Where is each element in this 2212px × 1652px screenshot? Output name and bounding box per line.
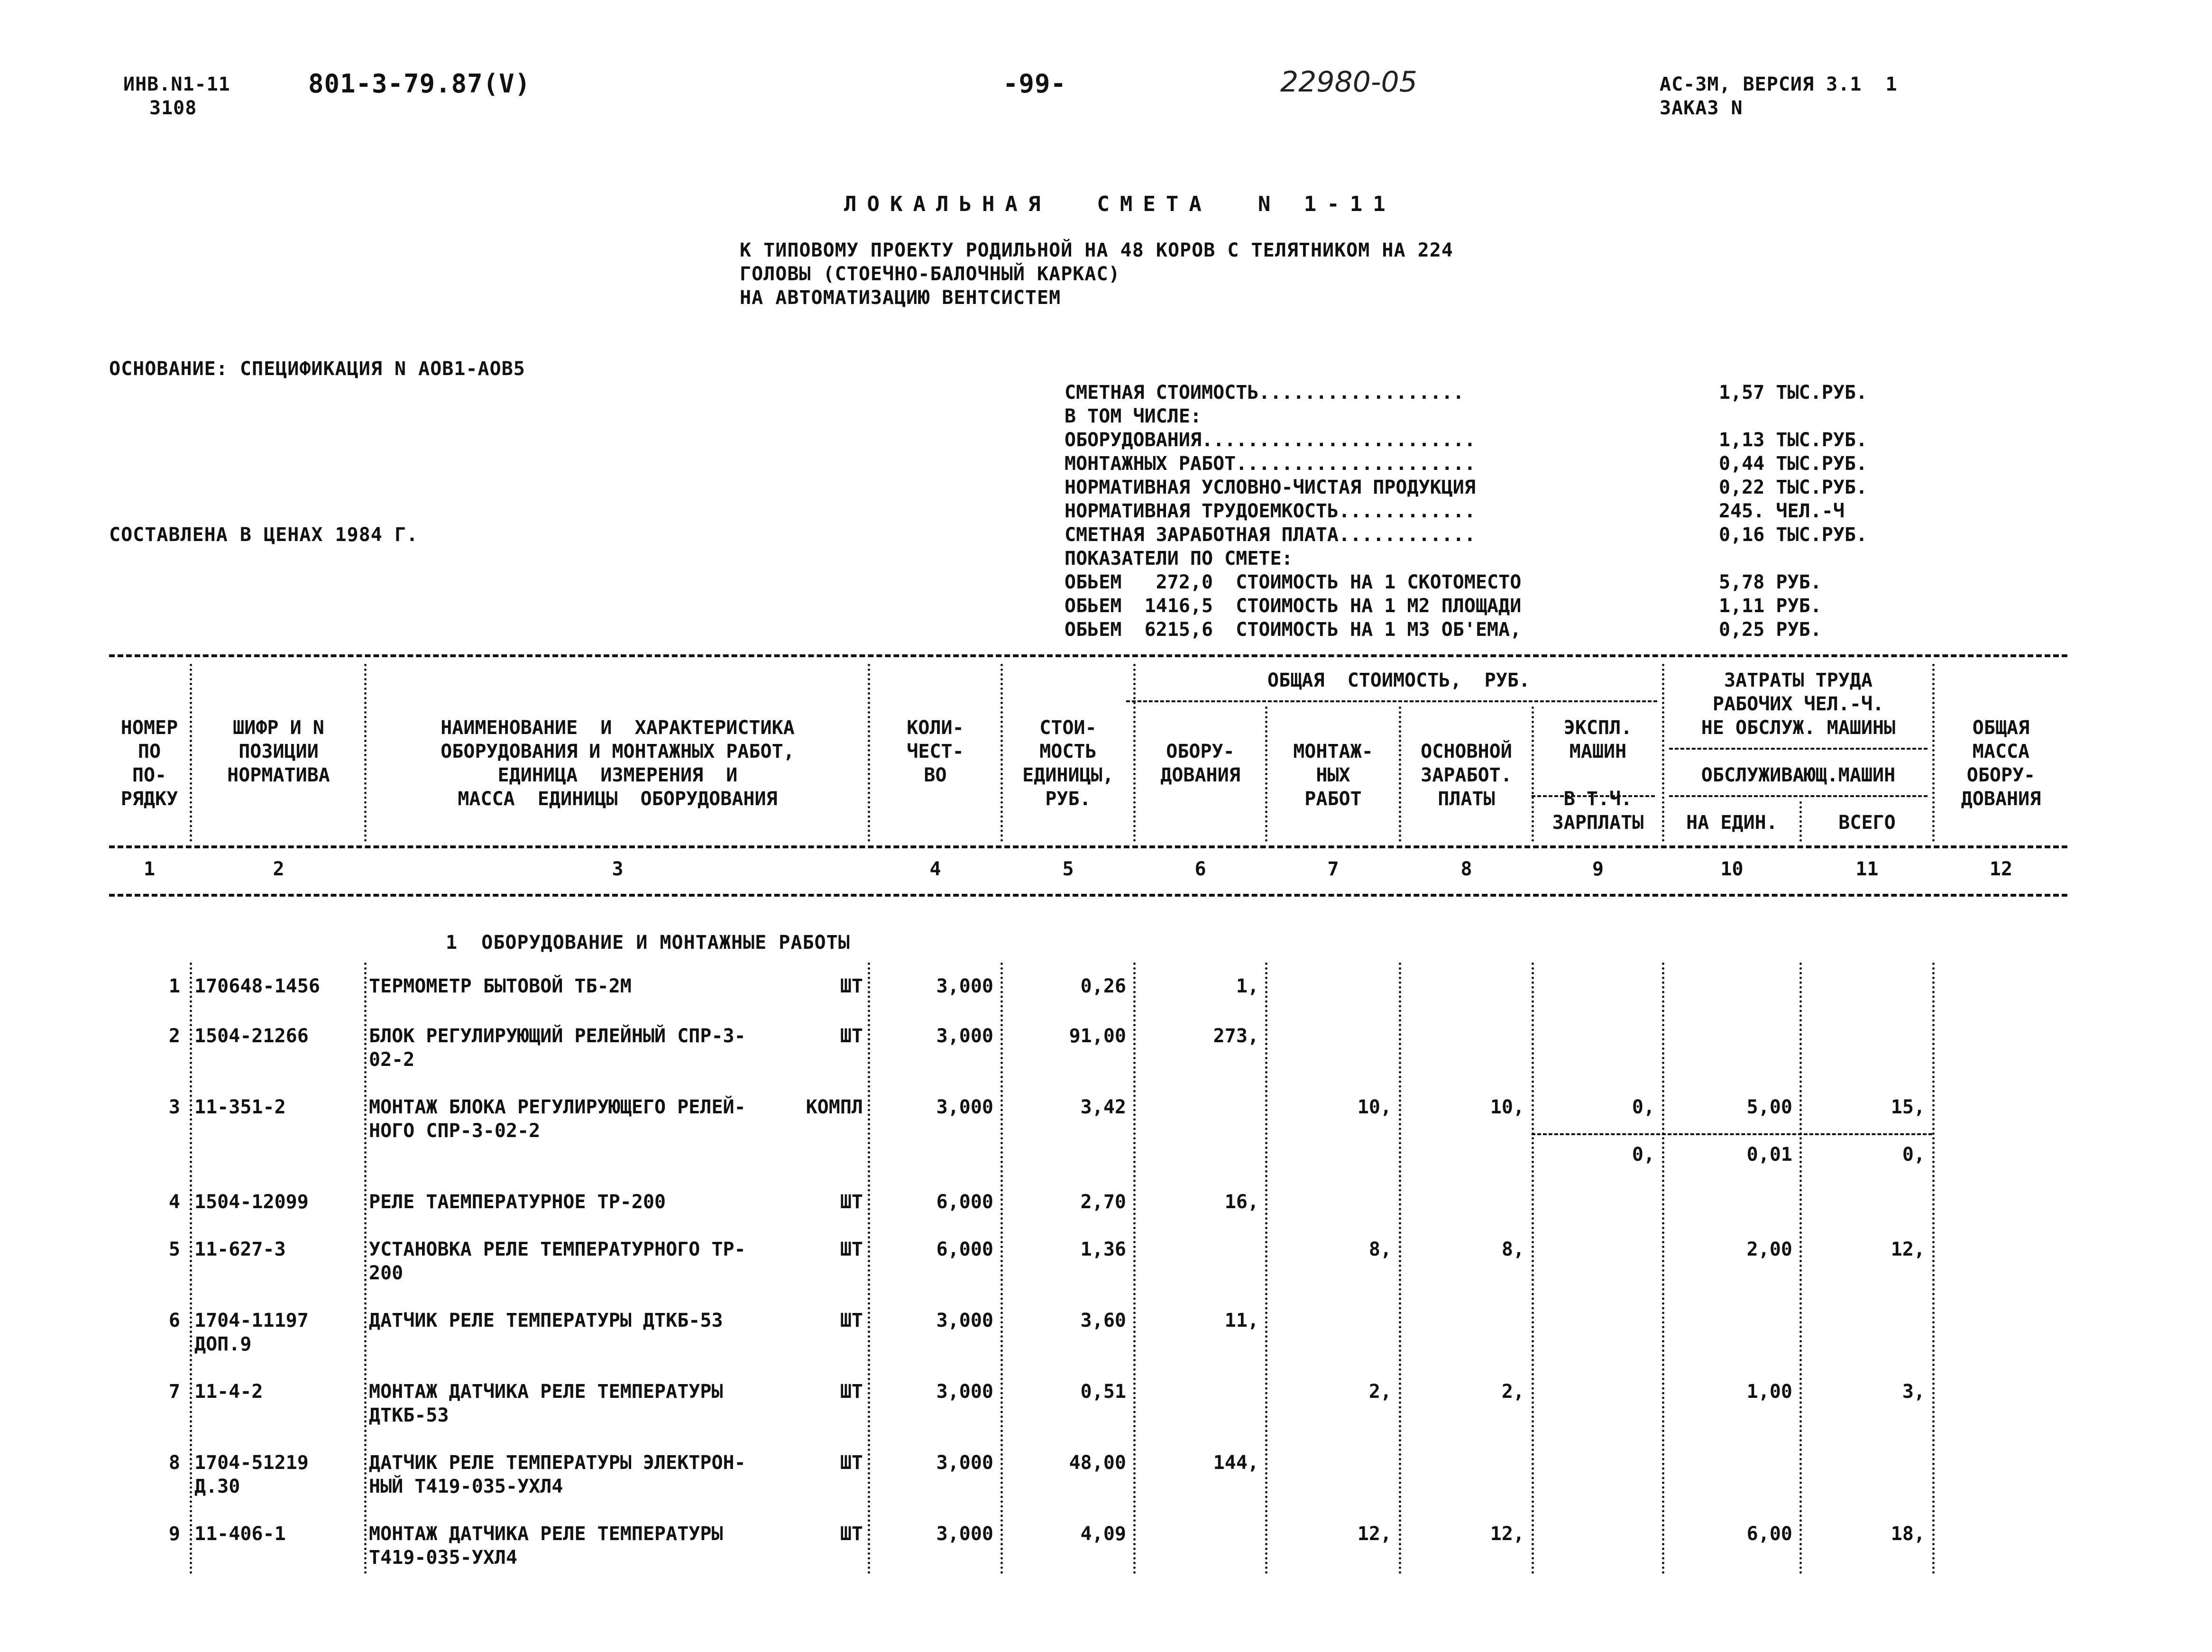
- cell-total2: 0,: [1902, 1144, 1925, 1166]
- col-number: 10: [1720, 858, 1744, 880]
- cell-unit: ШТ: [840, 1239, 863, 1260]
- cell-equip: 16,: [1224, 1191, 1259, 1213]
- col-number: 12: [1989, 858, 2013, 880]
- cell-n: 1: [168, 975, 180, 997]
- cell-qty: 3,000: [936, 1452, 993, 1474]
- cell-code: 1704-11197: [194, 1310, 309, 1331]
- cell-price: 3,42: [1080, 1096, 1126, 1118]
- basis-text: ОСНОВАНИЕ: СПЕЦИФИКАЦИЯ N АОВ1-АОВ5: [109, 358, 525, 380]
- cell-name: БЛОК РЕГУЛИРУЮЩИЙ РЕЛЕЙНЫЙ СПР-3-: [369, 1025, 746, 1047]
- cell-equip: 11,: [1224, 1310, 1259, 1331]
- cell-equip: 273,: [1213, 1025, 1259, 1047]
- cell-equip: 144,: [1213, 1452, 1259, 1474]
- col-number: 11: [1855, 858, 1879, 880]
- cell-n: 6: [168, 1310, 180, 1331]
- col-header-total: ВСЕГО: [1838, 812, 1896, 834]
- system-version: АС-3М, ВЕРСИЯ 3.1 1: [1660, 73, 1898, 95]
- cell-price: 0,26: [1080, 975, 1126, 997]
- col-header-code: ШИФР И N ПОЗИЦИИ НОРМАТИВА: [227, 717, 330, 786]
- cell-unit: ШТ: [840, 1310, 863, 1331]
- cell-name: МОНТАЖ БЛОКА РЕГУЛИРУЮЩЕГО РЕЛЕЙ-: [369, 1096, 746, 1118]
- summary-value: 1,57 ТЫС.РУБ.: [1719, 382, 1868, 404]
- cell-qty: 6,000: [936, 1239, 993, 1260]
- col-header-number: НОМЕР ПО ПО- РЯДКУ: [120, 717, 178, 810]
- cell-per: 2,00: [1746, 1239, 1792, 1260]
- summary-label: ОБЬЕМ 6215,6 СТОИМОСТЬ НА 1 М3 ОБ'ЕМА,: [1065, 619, 1522, 641]
- cell-mount: 2,: [1368, 1381, 1392, 1403]
- page-title: ЛОКАЛЬНАЯ СМЕТА N 1-11: [844, 192, 1396, 216]
- cell-wage: 8,: [1501, 1239, 1524, 1260]
- prices-year: СОСТАВЛЕНА В ЦЕНАХ 1984 Г.: [109, 524, 419, 546]
- summary-value: 1,13 ТЫС.РУБ.: [1719, 429, 1868, 451]
- cell-code: 1704-51219: [194, 1452, 309, 1474]
- col-number: 6: [1194, 858, 1206, 880]
- summary-label: ОБЬЕМ 1416,5 СТОИМОСТЬ НА 1 М2 ПЛОЩАДИ: [1065, 595, 1522, 617]
- col-separator: [1799, 963, 1802, 1574]
- page-number: -99-: [1003, 69, 1067, 99]
- cell-unit: ШТ: [840, 1025, 863, 1047]
- cell-name: ДАТЧИК РЕЛЕ ТЕМПЕРАТУРЫ ДТКБ-53: [369, 1310, 723, 1331]
- cell-n: 8: [168, 1452, 180, 1474]
- cell-code: 1504-21266: [194, 1025, 309, 1047]
- summary-label: ОБЬЕМ 272,0 СТОИМОСТЬ НА 1 СКОТОМЕСТО: [1065, 571, 1522, 593]
- title-line-1: К ТИПОВОМУ ПРОЕКТУ РОДИЛЬНОЙ НА 48 КОРОВ С ТЕЛЯТНИКОМ НА 224: [740, 239, 1453, 261]
- cell-unit: ШТ: [840, 1452, 863, 1474]
- cell-n: 4: [168, 1191, 180, 1213]
- col-separator: [1133, 963, 1136, 1574]
- col-header-wage: ОСНОВНОЙ ЗАРАБОТ. ПЛАТЫ: [1421, 741, 1512, 810]
- cell-code: 11-351-2: [194, 1096, 286, 1118]
- summary-label: МОНТАЖНЫХ РАБОТ.....................: [1065, 453, 1476, 475]
- cell-name2: Т419-035-УХЛ4: [369, 1547, 518, 1569]
- cell-qty: 3,000: [936, 1381, 993, 1403]
- cell-total: 15,: [1891, 1096, 1925, 1118]
- col-header-per-unit: НА ЕДИН.: [1686, 812, 1778, 834]
- section-title: 1 ОБОРУДОВАНИЕ И МОНТАЖНЫЕ РАБОТЫ: [446, 932, 850, 954]
- cell-name2: 02-2: [369, 1049, 415, 1071]
- cell-qty: 6,000: [936, 1191, 993, 1213]
- summary-label: НОРМАТИВНАЯ УСЛОВНО-ЧИСТАЯ ПРОДУКЦИЯ: [1065, 477, 1476, 498]
- cell-qty: 3,000: [936, 1310, 993, 1331]
- cell-qty: 3,000: [936, 975, 993, 997]
- col-header-unit-price: СТОИ- МОСТЬ ЕДИНИЦЫ, РУБ.: [1022, 717, 1114, 810]
- cell-name: ТЕРМОМЕТР БЫТОВОЙ ТБ-2М: [369, 975, 632, 997]
- cell-wage: 12,: [1490, 1523, 1524, 1545]
- cell-per2: 0,01: [1746, 1144, 1792, 1166]
- summary-value: 245. ЧЕЛ.-Ч: [1719, 500, 1845, 522]
- summary-value: 0,44 ТЫС.РУБ.: [1719, 453, 1868, 475]
- cost-group-rule: [1126, 700, 1657, 702]
- cell-n: 7: [168, 1381, 180, 1403]
- cell-price: 2,70: [1080, 1191, 1126, 1213]
- summary-label: НОРМАТИВНАЯ ТРУДОЕМКОСТЬ............: [1065, 500, 1476, 522]
- cell-wage: 10,: [1490, 1096, 1524, 1118]
- summary-value: 5,78 РУБ.: [1719, 571, 1822, 593]
- cell-total: 12,: [1891, 1239, 1925, 1260]
- col-separator: [1000, 963, 1003, 1574]
- summary-label: ОБОРУДОВАНИЯ........................: [1065, 429, 1476, 451]
- cell-name: РЕЛЕ ТАЕМПЕРАТУРНОЕ ТР-200: [369, 1191, 666, 1213]
- cell-name: ДАТЧИК РЕЛЕ ТЕМПЕРАТУРЫ ЭЛЕКТРОН-: [369, 1452, 746, 1474]
- col-header-mounting: МОНТАЖ- НЫХ РАБОТ: [1293, 741, 1373, 810]
- col-header-equipment: ОБОРУ- ДОВАНИЯ: [1160, 741, 1240, 786]
- summary-value: 0,16 ТЫС.РУБ.: [1719, 524, 1868, 546]
- col-number: 1: [143, 858, 156, 880]
- labor-rule-1: [1669, 748, 1927, 750]
- col-header-machines: ЭКСПЛ. МАШИН В Т.Ч. ЗАРПЛАТЫ: [1552, 717, 1644, 834]
- table-rule-top: [109, 654, 2067, 657]
- cell-n: 5: [168, 1239, 180, 1260]
- cell-name2: ДТКБ-53: [369, 1404, 449, 1426]
- inventory-number: 3108: [149, 97, 197, 119]
- cell-qty: 3,000: [936, 1096, 993, 1118]
- cell-name2: НЫЙ Т419-035-УХЛ4: [369, 1476, 563, 1497]
- col-header-name: НАИМЕНОВАНИЕ И ХАРАКТЕРИСТИКА ОБОРУДОВАНИЯ И МОНТАЖНЫХ РАБОТ, ЕДИНИЦА ИЗМЕРЕНИЯ И МАССА ЕДИНИЦЫ ОБОРУДОВАНИЯ: [441, 717, 795, 810]
- cell-code: 11-4-2: [194, 1381, 263, 1403]
- cell-per: 6,00: [1746, 1523, 1792, 1545]
- cell-qty: 3,000: [936, 1523, 993, 1545]
- cell-price: 48,00: [1069, 1452, 1126, 1474]
- cell-code: 170648-1456: [194, 975, 320, 997]
- cell-unit: ШТ: [840, 1381, 863, 1403]
- project-code: 801-3-79.87(V): [308, 69, 531, 99]
- cell-price: 1,36: [1080, 1239, 1126, 1260]
- col-separator: [1399, 963, 1401, 1574]
- cell-code: 1504-12099: [194, 1191, 309, 1213]
- cell-mach: 0,: [1632, 1096, 1655, 1118]
- cell-mach2: 0,: [1632, 1144, 1655, 1166]
- col-header-total-cost: ОБЩАЯ СТОИМОСТЬ, РУБ.: [1267, 670, 1530, 691]
- col-separator: [1265, 963, 1267, 1574]
- col-number: 2: [273, 858, 285, 880]
- summary-label: СМЕТНАЯ СТОИМОСТЬ..................: [1065, 382, 1464, 404]
- cell-name: УСТАНОВКА РЕЛЕ ТЕМПЕРАТУРНОГО ТР-: [369, 1239, 746, 1260]
- summary-value: 0,22 ТЫС.РУБ.: [1719, 477, 1868, 498]
- cell-code: 11-406-1: [194, 1523, 286, 1545]
- cell-n: 3: [168, 1096, 180, 1118]
- cell-unit: ШТ: [840, 1523, 863, 1545]
- cell-name2: НОГО СПР-3-02-2: [369, 1120, 541, 1142]
- table-rule-header-bottom: [109, 845, 2067, 848]
- order-label: ЗАКАЗ N: [1660, 97, 1743, 119]
- col-header-labor: ЗАТРАТЫ ТРУДА РАБОЧИХ ЧЕЛ.-Ч.: [1712, 670, 1884, 715]
- cell-n: 9: [168, 1523, 180, 1545]
- cell-name: МОНТАЖ ДАТЧИКА РЕЛЕ ТЕМПЕРАТУРЫ: [369, 1523, 723, 1545]
- cell-total: 3,: [1902, 1381, 1925, 1403]
- cell-mount: 12,: [1357, 1523, 1392, 1545]
- col-separator: [1932, 963, 1935, 1574]
- labor-rule-2: [1669, 795, 1927, 797]
- row-3-subrule: [1532, 1133, 1932, 1135]
- cell-n: 2: [168, 1025, 180, 1047]
- col-header-mass: ОБЩАЯ МАССА ОБОРУ- ДОВАНИЯ: [1961, 717, 2041, 810]
- summary-value: 1,11 РУБ.: [1719, 595, 1822, 617]
- col-header-qty: КОЛИ- ЧЕСТ- ВО: [907, 717, 964, 786]
- cell-per: 5,00: [1746, 1096, 1792, 1118]
- col-number: 8: [1460, 858, 1472, 880]
- col-number: 3: [612, 858, 624, 880]
- cell-per: 1,00: [1746, 1381, 1792, 1403]
- cell-price: 0,51: [1080, 1381, 1126, 1403]
- col-separator: [1662, 963, 1664, 1574]
- col-header-not-serving: НЕ ОБСЛУЖ. МАШИНЫ: [1701, 717, 1896, 739]
- cell-unit: КОМПЛ: [806, 1096, 863, 1118]
- col-number: 7: [1327, 858, 1339, 880]
- handwritten-number: 22980-05: [1280, 65, 1417, 99]
- cell-unit: ШТ: [840, 975, 863, 997]
- cell-name: МОНТАЖ ДАТЧИКА РЕЛЕ ТЕМПЕРАТУРЫ: [369, 1381, 723, 1403]
- table-rule-numbers-bottom: [109, 894, 2067, 897]
- cell-code: 11-627-3: [194, 1239, 286, 1260]
- col-number: 9: [1592, 858, 1604, 880]
- col-separator: [1532, 963, 1534, 1574]
- cell-qty: 3,000: [936, 1025, 993, 1047]
- col-separator: [868, 963, 870, 1574]
- col-number: 4: [929, 858, 941, 880]
- cell-code2: Д.30: [194, 1476, 240, 1497]
- cell-code2: ДОП.9: [194, 1333, 252, 1355]
- cell-name2: 200: [369, 1262, 404, 1284]
- col-separator: [190, 963, 192, 1574]
- cell-price: 4,09: [1080, 1523, 1126, 1545]
- cell-equip: 1,: [1236, 975, 1259, 997]
- summary-label: В ТОМ ЧИСЛЕ:: [1065, 405, 1202, 427]
- cell-wage: 2,: [1501, 1381, 1524, 1403]
- summary-label: ПОКАЗАТЕЛИ ПО СМЕТЕ:: [1065, 548, 1293, 569]
- inventory-label: ИНВ.N1-11: [123, 73, 230, 95]
- summary-value: 0,25 РУБ.: [1719, 619, 1822, 641]
- title-line-2: ГОЛОВЫ (СТОЕЧНО-БАЛОЧНЫЙ КАРКАС): [740, 263, 1120, 285]
- cell-total: 18,: [1891, 1523, 1925, 1545]
- cell-unit: ШТ: [840, 1191, 863, 1213]
- summary-label: СМЕТНАЯ ЗАРАБОТНАЯ ПЛАТА............: [1065, 524, 1476, 546]
- cell-mount: 8,: [1368, 1239, 1392, 1260]
- cell-price: 3,60: [1080, 1310, 1126, 1331]
- col-header-serving: ОБСЛУЖИВАЮЩ.МАШИН: [1701, 764, 1896, 786]
- cell-price: 91,00: [1069, 1025, 1126, 1047]
- col-number: 5: [1062, 858, 1074, 880]
- title-line-3: НА АВТОМАТИЗАЦИЮ ВЕНТСИСТЕМ: [740, 287, 1061, 309]
- cell-mount: 10,: [1357, 1096, 1392, 1118]
